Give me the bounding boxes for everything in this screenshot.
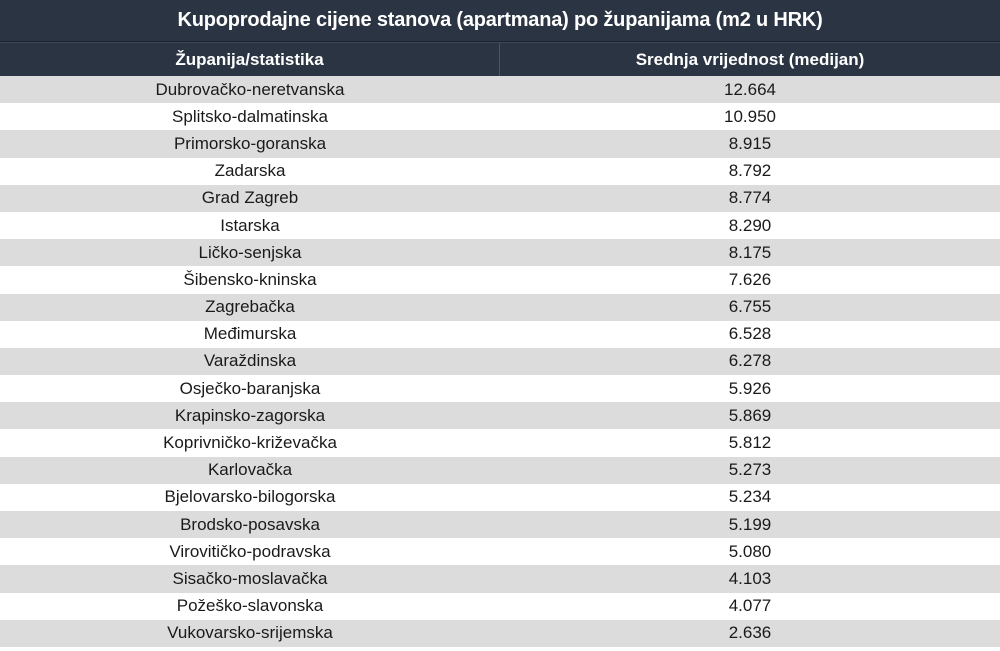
table-row (0, 103, 1000, 130)
table-row (0, 484, 1000, 511)
table-row (0, 348, 1000, 375)
county-cell: Brodsko-posavska (180, 514, 320, 534)
county-cell: Sisačko-moslavačka (172, 568, 328, 588)
median-cell: 6.528 (728, 324, 772, 344)
median-cell: 2.636 (728, 623, 772, 643)
table-row (0, 429, 1000, 456)
county-cell: Istarska (220, 215, 280, 235)
table-row (0, 185, 1000, 212)
median-cell: 8.175 (728, 242, 772, 262)
table-row (0, 402, 1000, 429)
county-cell: Ličko-senjska (198, 242, 302, 262)
county-cell: Grad Zagreb (201, 188, 299, 208)
table-row (0, 538, 1000, 565)
county-cell: Dubrovačko-neretvanska (155, 79, 345, 99)
median-cell: 5.812 (728, 433, 772, 453)
median-cell: 6.278 (728, 351, 772, 371)
table-row (0, 457, 1000, 484)
median-cell: 8.792 (728, 161, 772, 181)
table-row (0, 511, 1000, 538)
median-cell: 5.199 (728, 514, 772, 534)
header-median: Srednja vrijednost (medijan) (635, 49, 865, 69)
table-row (0, 593, 1000, 620)
median-cell: 8.774 (728, 188, 772, 208)
county-cell: Varaždinska (203, 351, 297, 371)
table-body (0, 76, 1000, 647)
median-cell: 8.915 (728, 133, 772, 153)
median-cell: 10.950 (724, 106, 776, 126)
median-cell: 8.290 (728, 215, 772, 235)
table-row (0, 76, 1000, 103)
median-cell: 5.273 (728, 460, 772, 480)
county-cell: Vukovarsko-srijemska (167, 623, 333, 643)
median-cell: 5.926 (728, 378, 772, 398)
county-cell: Požeško-slavonska (176, 596, 324, 616)
county-cell: Međimurska (203, 324, 297, 344)
county-cell: Splitsko-dalmatinska (172, 106, 328, 126)
table-row (0, 375, 1000, 402)
table-header (0, 42, 1000, 76)
county-cell: Primorsko-goranska (173, 133, 327, 153)
median-cell: 5.869 (728, 405, 772, 425)
county-cell: Karlovačka (207, 460, 293, 480)
county-cell: Zagrebačka (205, 297, 295, 317)
median-cell: 4.077 (728, 596, 772, 616)
median-cell: 4.103 (728, 568, 772, 588)
county-cell: Bjelovarsko-bilogorska (164, 487, 336, 507)
county-cell: Krapinsko-zagorska (174, 405, 326, 425)
table-row (0, 158, 1000, 185)
median-cell: 5.080 (728, 541, 772, 561)
county-cell: Osječko-baranjska (179, 378, 321, 398)
median-cell: 5.234 (728, 487, 772, 507)
header-county: Županija/statistika (0, 43, 500, 76)
median-cell: 7.626 (728, 269, 772, 289)
table-row (0, 239, 1000, 266)
table-row (0, 565, 1000, 592)
table-title: Kupoprodajne cijene stanova (apartmana) po županijama (m2 u HRK) (0, 0, 1000, 42)
table-row (0, 266, 1000, 293)
median-cell: 6.755 (728, 297, 772, 317)
county-cell: Virovitičko-podravska (169, 541, 331, 561)
table-row (0, 321, 1000, 348)
county-cell: Koprivničko-križevačka (163, 433, 337, 453)
table-row (0, 294, 1000, 321)
median-cell: 12.664 (724, 79, 776, 99)
county-cell: Zadarska (214, 161, 286, 181)
county-cell: Šibensko-kninska (183, 269, 317, 289)
table-row (0, 130, 1000, 157)
table-row (0, 212, 1000, 239)
table-row (0, 620, 1000, 647)
